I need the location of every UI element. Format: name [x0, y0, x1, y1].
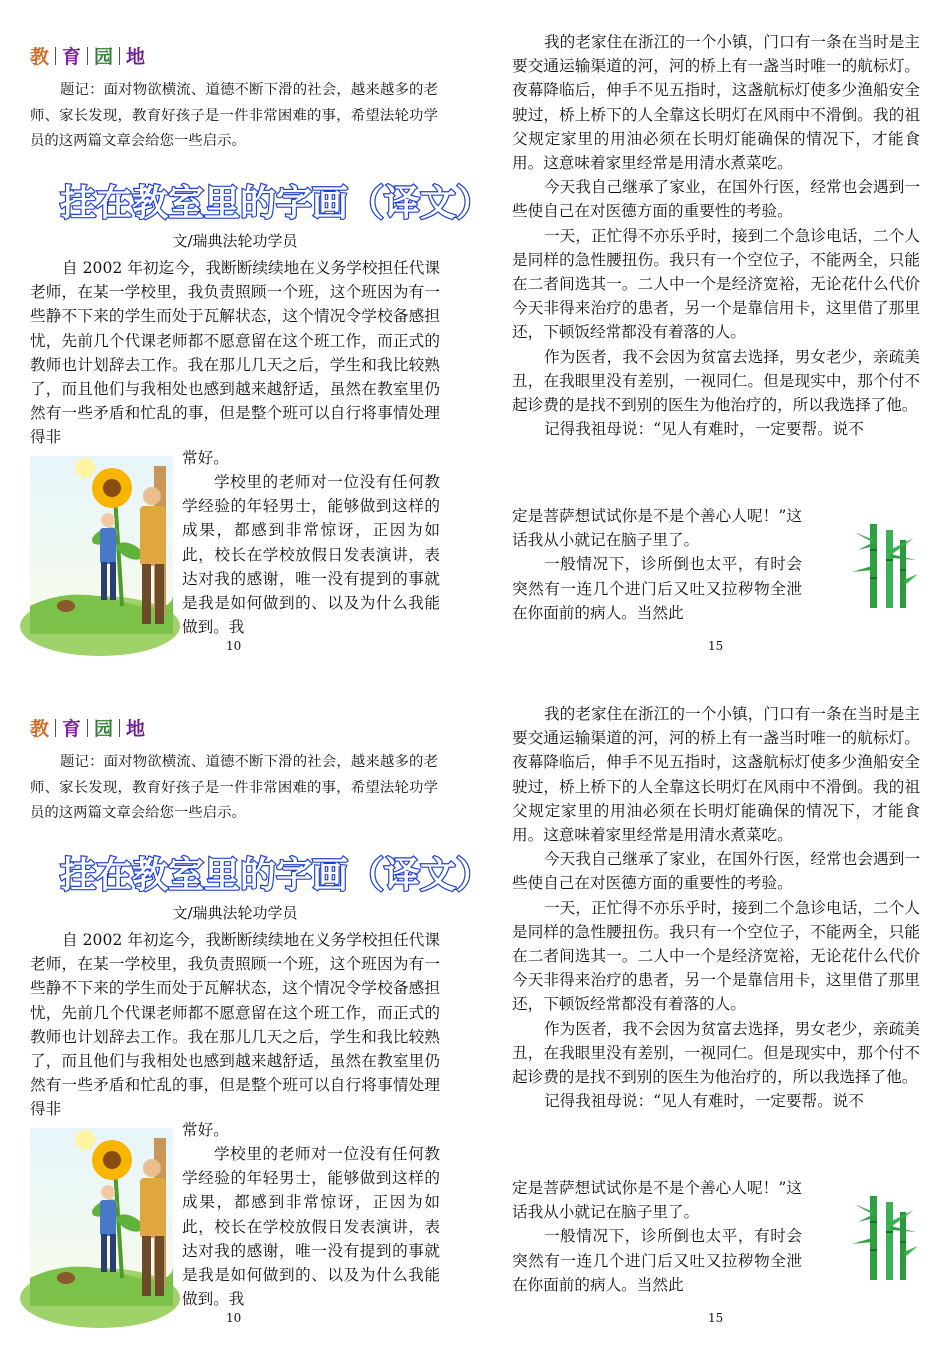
section-tag-char: 育 — [62, 718, 82, 740]
article-title-banner — [58, 847, 493, 899]
sheet-bottom — [0, 672, 950, 1344]
page-number-left: 10 — [226, 639, 242, 653]
byline: 文/瑞典法轮功学员 — [172, 232, 298, 250]
article-paragraph: 今天我自己继承了家业，在国外行医，经常也会遇到一些使自己在对医德方面的重要性的考验。 — [512, 850, 920, 893]
sheet-top — [0, 0, 950, 672]
article-paragraph-continued: 常好。 — [182, 449, 229, 467]
article-paragraph: 自 2002 年初迄今，我断断续续地在义务学校担任代课老师，在某一学校里，我负责照顾一个班，这个班因为有一些静不下来的学生而处于瓦解状态，这个情况令学校备感担忧，先前几个代课老师都不愿意留在这个班工作，而正式的教师也计划辞去工作。我在那儿几天之后，学生和我比较熟了，而且他们与我相处也感到越来越舒适，虽然在教室里仍然有一些矛盾和忙乱的事，但是整个班可以自行将事情处理得非 — [30, 931, 440, 1119]
page-number-left: 10 — [226, 1311, 242, 1325]
section-tag-char: 育 — [62, 46, 82, 68]
section-tag — [30, 42, 145, 69]
article-paragraph-continued: 定是菩萨想试试你是不是个善心人呢！”这话我从小就记在脑子里了。 — [512, 507, 802, 550]
right-page-tail — [512, 1176, 802, 1297]
article-paragraph-continued: 常好。 — [182, 1121, 229, 1139]
article-paragraph: 作为医者，我不会因为贫富去选择，男女老少，亲疏美丑，在我眼里没有差别，一视同仁。但是现实中，那个付不起诊费的是找不到别的医生为他治疗的，所以我选择了他。 — [512, 1019, 920, 1087]
article-title: 挂在教室里的字画（译文） — [60, 183, 493, 224]
section-tag-char: 地 — [126, 46, 146, 68]
page-number-right: 15 — [708, 1311, 724, 1325]
bamboo-illustration — [852, 520, 920, 610]
article-paragraph: 学校里的老师对一位没有任何教学经验的年轻男士，能够做到这样的成果，都感到非常惊讶，正因为如此，校长在学校放假日发表演讲，表达对我的感谢，唯一没有提到的事就是我是如何做到的、以及为什么我能做到。我 — [182, 1145, 440, 1309]
section-tag-char: 教 — [30, 46, 50, 68]
article-paragraph: 学校里的老师对一位没有任何教学经验的年轻男士，能够做到这样的成果，都感到非常惊讶，正因为如此，校长在学校放假日发表演讲，表达对我的感谢，唯一没有提到的事就是我是如何做到的、以及为什么我能做到。我 — [182, 473, 440, 637]
article-paragraph-continued: 定是菩萨想试试你是不是个善心人呢！”这话我从小就记在脑子里了。 — [512, 1179, 802, 1222]
bamboo-illustration — [852, 1192, 920, 1282]
right-page-tail — [512, 504, 802, 625]
article-paragraph: 今天我自己继承了家业，在国外行医，经常也会遇到一些使自己在对医德方面的重要性的考验。 — [512, 178, 920, 221]
article-paragraph: 一天，正忙得不亦乐乎时，接到二个急诊电话，二个人是同样的急性腰扭伤。我只有一个空位子，不能两全，只能在二者间选其一。二人中一个是经济宽裕，无论花什么代价今天非得来治疗的患者，另一个是靠信用卡，这里借了那里还，下顿饭经常都没有着落的人。 — [512, 898, 920, 1014]
article-paragraph: 作为医者，我不会因为贫富去选择，男女老少，亲疏美丑，在我眼里没有差别，一视同仁。但是现实中，那个付不起诊费的是找不到别的医生为他治疗的，所以我选择了他。 — [512, 347, 920, 415]
boy-with-teacher-illustration — [30, 1128, 173, 1306]
article-paragraph: 自 2002 年初迄今，我断断续续地在义务学校担任代课老师，在某一学校里，我负责照顾一个班，这个班因为有一些静不下来的学生而处于瓦解状态，这个情况令学校备感担忧，先前几个代课老师都不愿意留在这个班工作，而正式的教师也计划辞去工作。我在那儿几天之后，学生和我比较熟了，而且他们与我相处也感到越来越舒适，虽然在教室里仍然有一些矛盾和忙乱的事，但是整个班可以自行将事情处理得非 — [30, 259, 440, 447]
section-tag-char: 园 — [94, 46, 114, 68]
section-tag — [30, 714, 145, 741]
section-tag-char: 地 — [126, 718, 146, 740]
article-paragraph: 记得我祖母说：“见人有难时，一定要帮。说不 — [544, 420, 864, 439]
section-tag-char: 园 — [94, 718, 114, 740]
intro-note: 题记：面对物欲横流、道德不断下滑的社会，越来越多的老师、家长发现，教育好孩子是一件非常困难的事，希望法轮功学员的这两篇文章会给您一些启示。 — [30, 82, 438, 149]
article-title: 挂在教室里的字画（译文） — [60, 855, 493, 896]
article-paragraph: 一般情况下，诊所倒也太平，有时会突然有一连几个进门后又吐又拉秽物全泄在你面前的病人。当然此 — [512, 555, 802, 622]
right-page-text — [512, 702, 920, 1113]
article-paragraph: 一天，正忙得不亦乐乎时，接到二个急诊电话，二个人是同样的急性腰扭伤。我只有一个空位子，不能两全，只能在二者间选其一。二人中一个是经济宽裕，无论花什么代价今天非得来治疗的患者，另一个是靠信用卡，这里借了那里还，下顿饭经常都没有着落的人。 — [512, 226, 920, 342]
right-page-text — [512, 30, 920, 441]
article-title-banner — [58, 175, 493, 227]
intro-note: 题记：面对物欲横流、道德不断下滑的社会，越来越多的老师、家长发现，教育好孩子是一件非常困难的事，希望法轮功学员的这两篇文章会给您一些启示。 — [30, 754, 438, 821]
boy-with-teacher-illustration — [30, 456, 173, 634]
article-paragraph: 记得我祖母说：“见人有难时，一定要帮。说不 — [544, 1092, 864, 1111]
article-paragraph: 我的老家住在浙江的一个小镇，门口有一条在当时是主要交通运输渠道的河，河的桥上有一盏当时唯一的航标灯。夜幕降临后，伸手不见五指时，这盏航标灯使多少渔船安全驶过，桥上桥下的人全靠这长明灯在风雨中不滑倒。我的祖父规定家里的用油必须在长明灯能确保的情况下，才能食用。这意味着家里经常是用清水煮菜吃。 — [512, 33, 920, 173]
article-paragraph: 一般情况下，诊所倒也太平，有时会突然有一连几个进门后又吐又拉秽物全泄在你面前的病人。当然此 — [512, 1227, 802, 1294]
byline: 文/瑞典法轮功学员 — [172, 904, 298, 922]
section-tag-char: 教 — [30, 718, 50, 740]
page-number-right: 15 — [708, 639, 724, 653]
article-paragraph: 我的老家住在浙江的一个小镇，门口有一条在当时是主要交通运输渠道的河，河的桥上有一盏当时唯一的航标灯。夜幕降临后，伸手不见五指时，这盏航标灯使多少渔船安全驶过，桥上桥下的人全靠这长明灯在风雨中不滑倒。我的祖父规定家里的用油必须在长明灯能确保的情况下，才能食用。这意味着家里经常是用清水煮菜吃。 — [512, 705, 920, 845]
